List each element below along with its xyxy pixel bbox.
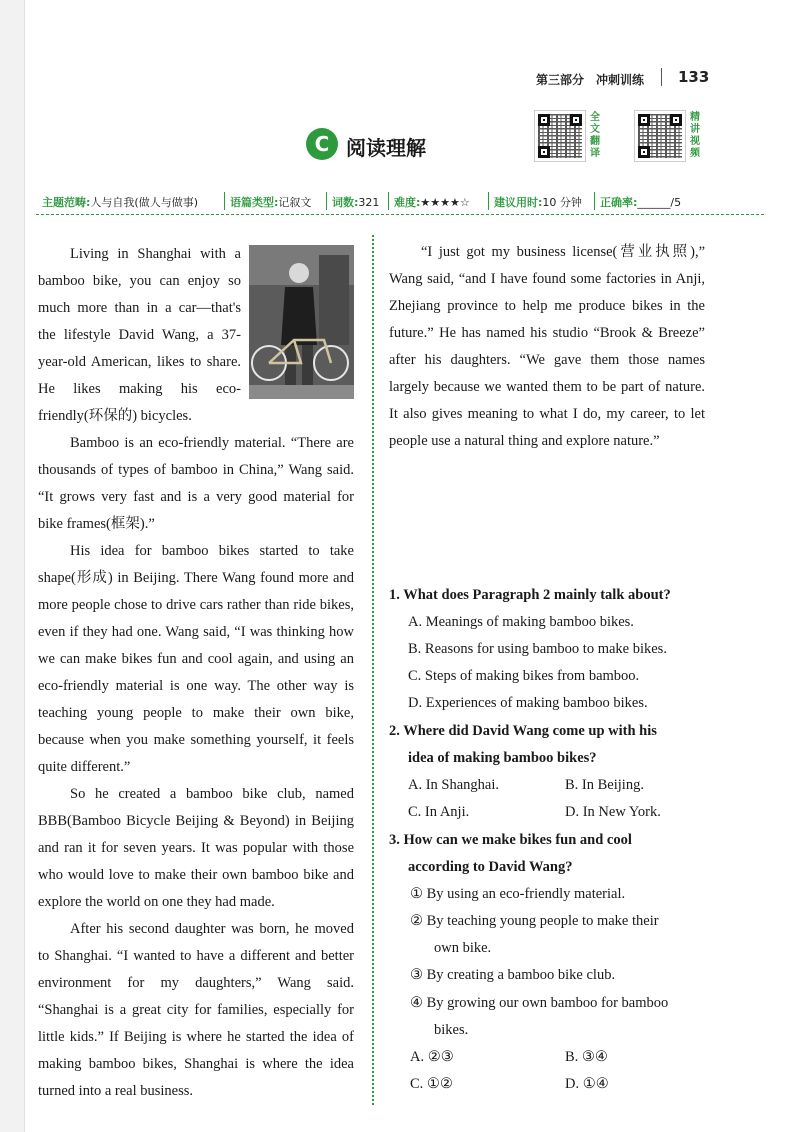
info-bar-underline bbox=[36, 214, 764, 216]
page-edge bbox=[0, 0, 25, 1132]
question-3-statement-2: ② By teaching young people to make their bbox=[410, 913, 659, 929]
question-3-option-c[interactable]: C. ①② bbox=[410, 1076, 453, 1092]
qr-finder bbox=[538, 146, 550, 158]
question-2-option-d[interactable]: D. In New York. bbox=[565, 804, 661, 820]
qr-code-video[interactable] bbox=[634, 110, 686, 162]
section-logo-icon bbox=[306, 128, 338, 160]
info-genre: 语篇类型:记叙文 bbox=[230, 196, 312, 209]
info-time: 建议用时:10 分钟 bbox=[494, 196, 582, 209]
qr-finder bbox=[638, 146, 650, 158]
info-divider bbox=[224, 192, 225, 210]
running-header bbox=[536, 68, 716, 88]
section-title-text: 阅读理解 bbox=[346, 136, 426, 160]
passage-paragraph-1: Living in Shanghai with a bamboo bike, you can enjoy so much more than in a car—that's the lifestyle David Wang, a 37-year-old American, likes to share. He likes making his eco-friendly(环保的) bicycles. bbox=[38, 246, 241, 424]
question-2-option-c[interactable]: C. In Anji. bbox=[408, 804, 470, 820]
info-divider bbox=[388, 192, 389, 210]
question-3-stem-continued: according to David Wang? bbox=[408, 859, 573, 875]
question-3-stem: 3. How can we make bikes fun and cool bbox=[389, 832, 632, 848]
bike-photo bbox=[249, 245, 354, 399]
qr-label-video: 精 讲 视 频 bbox=[690, 112, 700, 159]
passage-paragraph-4: So he created a bamboo bike club, named BBB(Bamboo Bicycle Beijing & Beyond) in Beijing and ran it for seven years. It was popular with those who would love to make their own bamboo bike and explore the world on one they had made. bbox=[38, 786, 354, 910]
question-3-statement-4-continued: bikes. bbox=[434, 1022, 469, 1038]
passage-paragraph-5: After his second daughter was born, he moved to Shanghai. “I wanted to have a different and better environment for my daughters,” Wang said. “Shanghai is a great city for families, especially for little kids.” If Beijing is where he started the idea of making bamboo bikes, Shanghai is where the idea turned into a real business. bbox=[38, 921, 354, 1099]
page-number: 133 bbox=[678, 68, 710, 86]
header-sprint-label: 冲刺训练 bbox=[596, 73, 645, 87]
question-3-statement-1: ① By using an eco-friendly material. bbox=[410, 886, 626, 902]
question-3-statement-3: ③ By creating a bamboo bike club. bbox=[410, 967, 616, 983]
passage-paragraph-6: “I just got my business license(营业执照),” Wang said, “and I have found some factories in Anji, Zhejiang province to help me produce bikes in the future.” He has named his studio “Brook & Breeze” after his daughters. “We gave them those names largely because we wanted them to be part of nature. It also gives meaning to what I do, my career, to let people use a natural thing and explore nature.” bbox=[389, 244, 705, 449]
question-3-statement-2-continued: own bike. bbox=[434, 940, 492, 956]
passage-right-column bbox=[389, 239, 705, 455]
question-2-option-b[interactable]: B. In Beijing. bbox=[565, 777, 644, 793]
info-theme: 主题范畴:人与自我(做人与做事) bbox=[42, 196, 198, 209]
man-with-bike-illustration bbox=[249, 245, 354, 399]
question-3-option-b[interactable]: B. ③④ bbox=[565, 1049, 608, 1065]
header-part-label: 第三部分 bbox=[536, 73, 585, 87]
question-2-stem: 2. Where did David Wang come up with his bbox=[389, 723, 657, 739]
info-difficulty: 难度:★★★★☆ bbox=[394, 196, 470, 209]
question-3-option-d[interactable]: D. ①④ bbox=[565, 1076, 609, 1092]
info-divider bbox=[488, 192, 489, 210]
column-divider bbox=[372, 235, 374, 1105]
info-divider bbox=[326, 192, 327, 210]
question-1-option-d[interactable]: D. Experiences of making bamboo bikes. bbox=[408, 695, 648, 711]
info-wordcount: 词数:321 bbox=[332, 196, 380, 209]
qr-label-translation: 全 文 翻 译 bbox=[590, 112, 600, 159]
qr-finder bbox=[570, 114, 582, 126]
question-2-option-a[interactable]: A. In Shanghai. bbox=[408, 777, 500, 793]
qr-finder bbox=[638, 114, 650, 126]
header-divider bbox=[661, 68, 662, 86]
passage-paragraph-2: Bamboo is an eco-friendly material. “There are thousands of types of bamboo in China,” Wang said. “It grows very fast and is a very good material for bike frames(框架).” bbox=[38, 435, 354, 532]
section-logo-letter: C bbox=[314, 132, 330, 156]
info-divider bbox=[594, 192, 595, 210]
question-3-option-a[interactable]: A. ②③ bbox=[410, 1049, 454, 1065]
question-1-stem: 1. What does Paragraph 2 mainly talk about? bbox=[389, 587, 671, 603]
qr-code-translation[interactable] bbox=[534, 110, 586, 162]
question-2-stem-continued: idea of making bamboo bikes? bbox=[408, 750, 597, 766]
question-3-statement-4: ④ By growing our own bamboo for bamboo bbox=[410, 995, 669, 1011]
qr-finder bbox=[670, 114, 682, 126]
question-1-option-a[interactable]: A. Meanings of making bamboo bikes. bbox=[408, 614, 634, 630]
passage-left-column bbox=[38, 241, 354, 1105]
info-accuracy: 正确率:______/5 bbox=[600, 196, 682, 209]
info-bar bbox=[36, 192, 764, 212]
passage-paragraph-3: His idea for bamboo bikes started to take shape(形成) in Beijing. There Wang found more and more people chose to drive cars rather than ride bikes, even if they had one. Wang said, “I was thinking how we can make bikes fun and cool again, and using an eco-friendly material is one way. The other way is teaching young people to make their own bike, because when you make something yourself, it feels quite different.” bbox=[38, 543, 354, 775]
qr-finder bbox=[538, 114, 550, 126]
question-1-option-b[interactable]: B. Reasons for using bamboo to make bikes. bbox=[408, 641, 667, 657]
question-1-option-c[interactable]: C. Steps of making bikes from bamboo. bbox=[408, 668, 640, 684]
